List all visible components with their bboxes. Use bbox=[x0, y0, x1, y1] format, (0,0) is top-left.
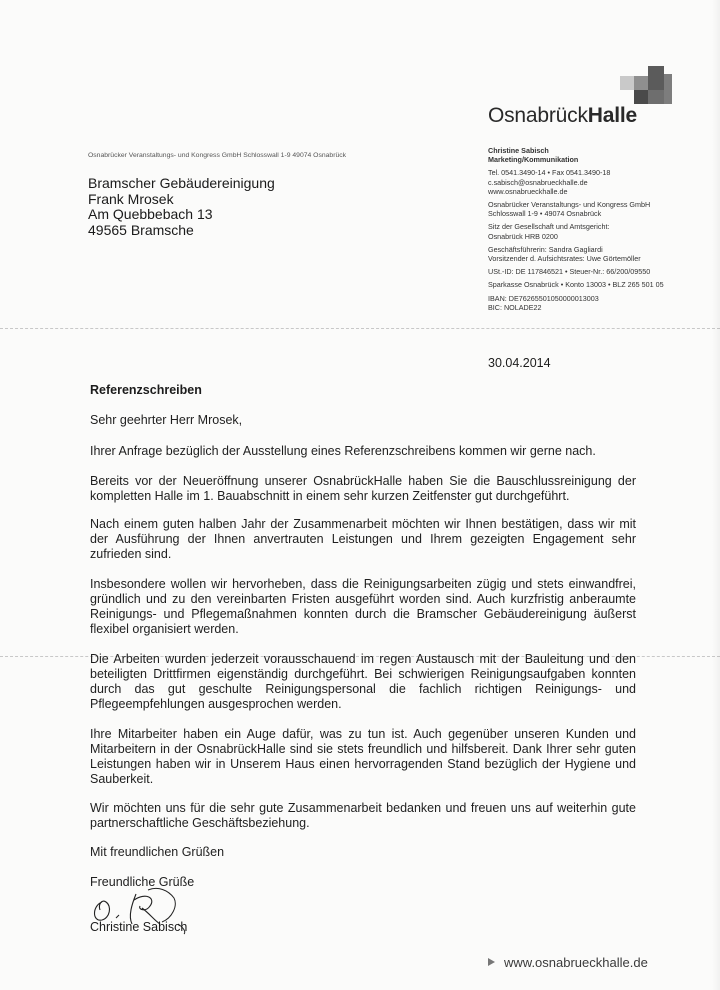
arrow-right-icon bbox=[488, 958, 495, 966]
company-name: Osnabrücker Veranstaltungs- und Kongress GmbH bbox=[488, 200, 651, 210]
salutation: Sehr geehrter Herr Mrosek, bbox=[90, 413, 243, 427]
contact-block bbox=[488, 146, 713, 312]
body-paragraph: Nach einem guten halben Jahr der Zusammenarbeit möchten wir Ihnen bestätigen, dass wir mit der Ausführung der Ihnen anvertrauten Leistungen und Ihrem gezeigten Engagement sehr zufrieden sind. bbox=[90, 517, 636, 561]
recipient-line: Bramscher Gebäudereinigung bbox=[88, 175, 275, 191]
footer-website-text: www.osnabrueckhalle.de bbox=[504, 955, 648, 970]
tax-ids: USt.-ID: DE 117846521 • Steuer-Nr.: 66/200/09550 bbox=[488, 267, 651, 277]
footer-website bbox=[488, 955, 648, 970]
osnabrueckhalle-logo-icon bbox=[620, 66, 672, 106]
recipient-line: Am Quebbebach 13 bbox=[88, 206, 213, 222]
recipient-line: Frank Mrosek bbox=[88, 190, 174, 207]
scan-shadow bbox=[712, 0, 720, 990]
contact-name: Christine Sabisch bbox=[488, 146, 549, 155]
closing: Mit freundlichen Grüßen bbox=[90, 845, 225, 859]
signature-name: Christine Sabisch bbox=[90, 920, 188, 934]
bic: BIC: NOLADE22 bbox=[488, 302, 542, 312]
iban: IBAN: DE76265501050000013003 bbox=[488, 293, 599, 303]
body-paragraph: Die Arbeiten wurden jederzeit vorausschauend im regen Austausch mit der Bauleitung und den beteiligten Drittfirmen eigenständig durchgeführt. Bei schwierigen Reinigungsaufgaben konnten durch das gut geschulte Reinigungspersonal die fachlich richtigen Reinigungs- und Pflegeempfehlungen ausgesprochen werden. bbox=[90, 652, 636, 711]
company-address: Schlosswall 1-9 • 49074 Osnabrück bbox=[488, 209, 602, 219]
recipient-address bbox=[88, 176, 275, 238]
body-paragraph: Ihrer Anfrage bezüglich der Ausstellung eines Referenzschreibens kommen wir gerne nach. bbox=[90, 444, 596, 458]
body-paragraph: Bereits vor der Neueröffnung unserer OsnabrückHalle haben Sie die Bauschlussreinigung der kompletten Halle im 1. Bauabschnitt in einem sehr kurzen Zeitfenster gut durchgeführt. bbox=[90, 474, 636, 503]
seat-label: Sitz der Gesellschaft und Amtsgericht: bbox=[488, 222, 610, 232]
contact-phone: Tel. 0541.3490-14 • Fax 0541.3490-18 bbox=[488, 168, 611, 178]
managing-director: Geschäftsführerin: Sandra Gagliardi bbox=[488, 244, 603, 254]
closing-handwritten: Freundliche Grüße bbox=[90, 875, 195, 889]
letter-date: 30.04.2014 bbox=[488, 356, 551, 370]
body-paragraph: Insbesondere wollen wir hervorheben, dass die Reinigungsarbeiten zügig und stets einwandfrei, gründlich und zu den vereinbarten Fristen ausgeführt worden sind. Auch kurzfristig anberaumte Reinigungs- und Pflegemaßnahmen konnten durch die Bramscher Gebäudereinigung äußerst flexibel organisiert werden. bbox=[90, 577, 636, 636]
contact-web: www.osnabrueckhalle.de bbox=[488, 186, 568, 196]
board-chairman: Vorsitzender d. Aufsichtsrates: Uwe Görtemöller bbox=[488, 254, 641, 264]
sender-line: Osnabrücker Veranstaltungs- und Kongress GmbH Schlosswall 1-9 49074 Osnabrück bbox=[88, 152, 347, 159]
logo-wordmark: OsnabrückHalle bbox=[488, 104, 637, 127]
bank-details: Sparkasse Osnabrück • Konto 13003 • BLZ 265 501 05 bbox=[488, 280, 664, 290]
contact-department: Marketing/Kommunikation bbox=[488, 155, 579, 165]
body-paragraph: Ihre Mitarbeiter haben ein Auge dafür, was zu tun ist. Auch gegenüber unseren Kunden und Mitarbeitern in der OsnabrückHalle sind sie stets freundlich und hilfsbereit. Dank Ihrer sehr guten Leistungen haben wir in Unserem Haus einen hervorragenden Stand bezüglich der Hygiene und Sauberkeit. bbox=[90, 727, 636, 786]
body-paragraph: Wir möchten uns für die sehr gute Zusammenarbeit bedanken und freuen uns auf weiterhin gute partnerschaftliche Geschäftsbeziehung. bbox=[90, 801, 636, 830]
letter-subject: Referenzschreiben bbox=[90, 383, 202, 397]
contact-email: c.sabisch@osnabrueckhalle.de bbox=[488, 177, 588, 187]
seat-value: Osnabrück HRB 0200 bbox=[488, 231, 558, 241]
recipient-line: 49565 Bramsche bbox=[88, 221, 194, 238]
fold-line bbox=[0, 328, 720, 329]
